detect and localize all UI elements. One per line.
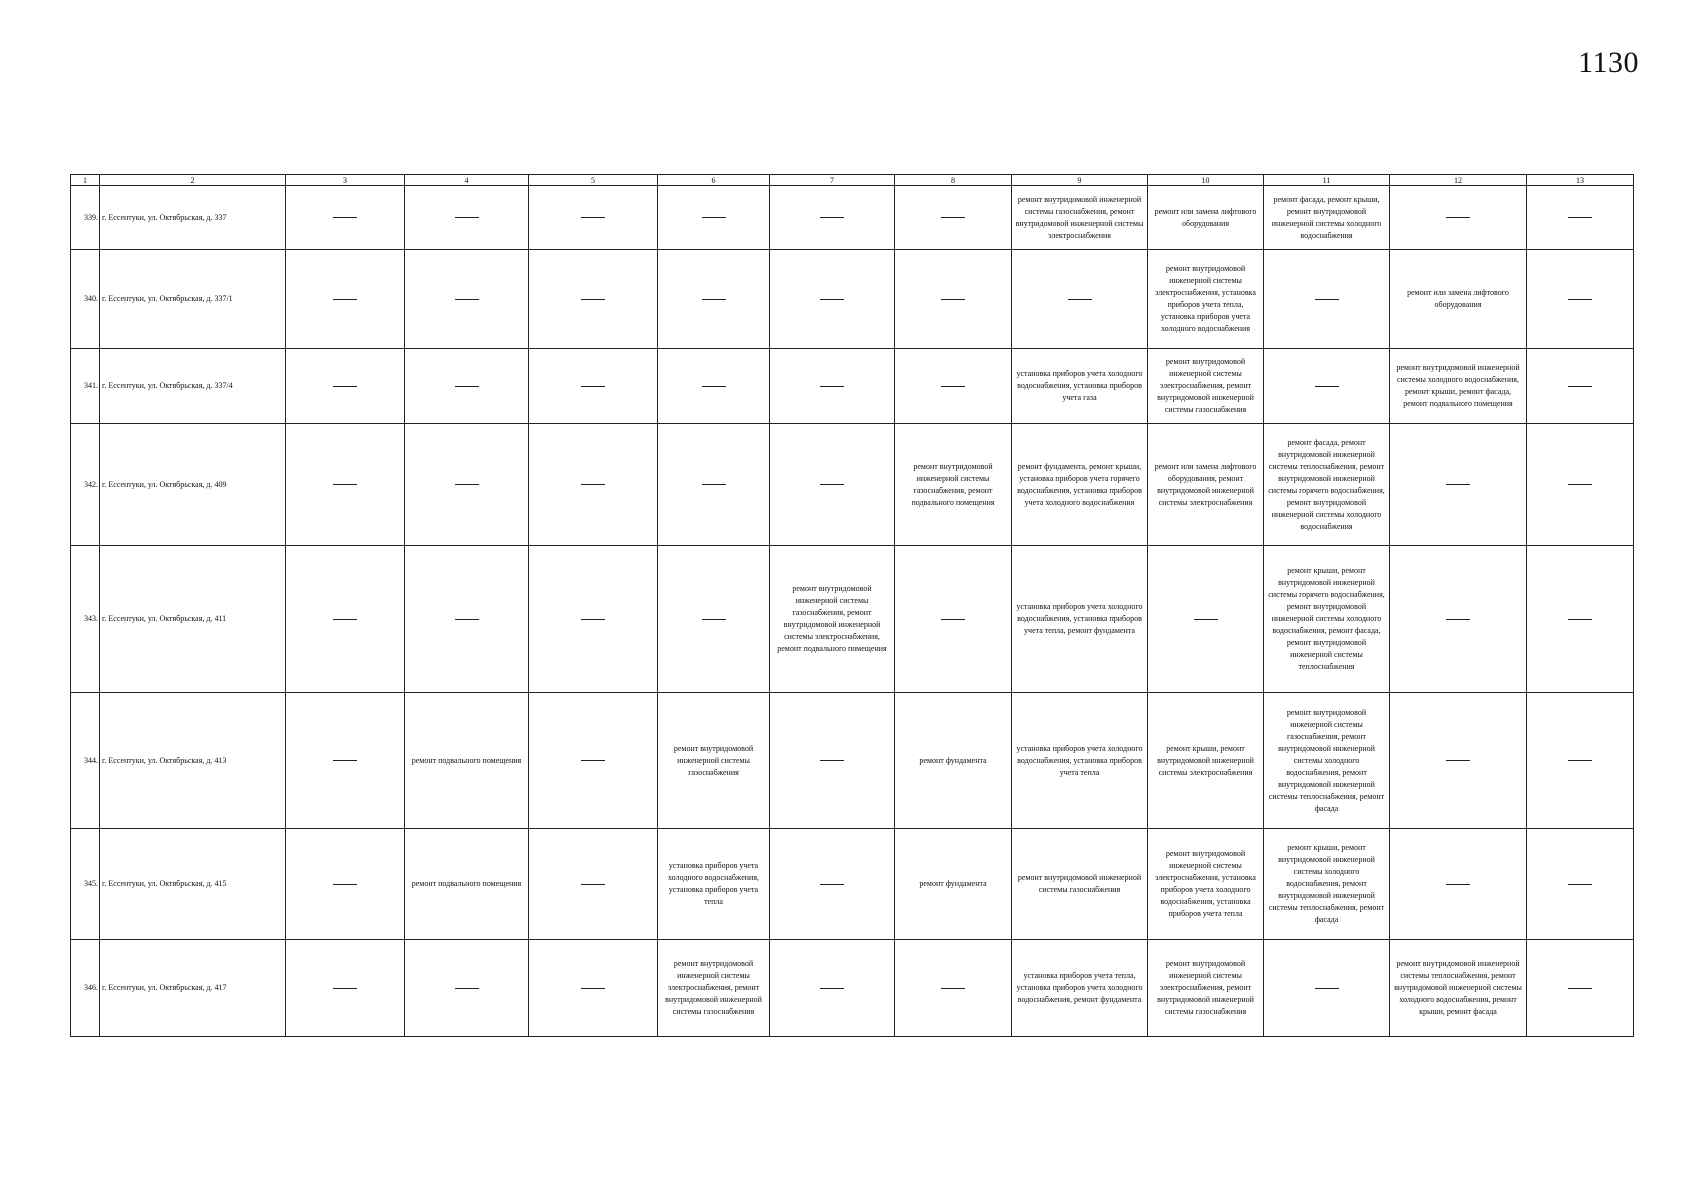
empty-cell [405, 250, 529, 349]
empty-cell [1264, 349, 1390, 424]
empty-cell [1527, 424, 1634, 546]
dash-mark [941, 217, 965, 218]
dash-mark [1568, 484, 1592, 485]
column-number-cell: 11 [1264, 175, 1390, 186]
dash-mark [820, 760, 844, 761]
row-number: 343. [71, 546, 100, 693]
work-type-cell: установка приборов учета тепла, установка приборов учета холодного водоснабжения, ремонт фундамента [1012, 940, 1148, 1037]
dash-mark [581, 619, 605, 620]
row-number: 346. [71, 940, 100, 1037]
empty-cell [1527, 940, 1634, 1037]
work-type-cell: ремонт подвального помещения [405, 829, 529, 940]
empty-cell [405, 349, 529, 424]
dash-mark [820, 988, 844, 989]
empty-cell [770, 424, 895, 546]
work-type-cell: установка приборов учета холодного водоснабжения, установка приборов учета тепла, ремонт фундамента [1012, 546, 1148, 693]
work-type-cell: установка приборов учета холодного водоснабжения, установка приборов учета тепла [658, 829, 770, 940]
table-body [71, 175, 1634, 1037]
empty-cell [405, 546, 529, 693]
work-type-cell: ремонт фасада, ремонт крыши, ремонт внутридомовой инженерной системы холодного водоснабжения [1264, 186, 1390, 250]
dash-mark [581, 760, 605, 761]
empty-cell [529, 250, 658, 349]
dash-mark [455, 217, 479, 218]
row-number: 345. [71, 829, 100, 940]
row-number: 340. [71, 250, 100, 349]
dash-mark [1446, 217, 1470, 218]
dash-mark [941, 988, 965, 989]
column-number-row [71, 175, 1634, 186]
column-number-cell: 5 [529, 175, 658, 186]
empty-cell [895, 186, 1012, 250]
row-number: 344. [71, 693, 100, 829]
column-number-cell: 8 [895, 175, 1012, 186]
column-number-cell: 4 [405, 175, 529, 186]
dash-mark [333, 884, 357, 885]
empty-cell [895, 546, 1012, 693]
dash-mark [1568, 619, 1592, 620]
row-number: 339. [71, 186, 100, 250]
table-row [71, 186, 1634, 250]
dash-mark [941, 386, 965, 387]
empty-cell [770, 186, 895, 250]
work-type-cell: ремонт или замена лифтового оборудования [1148, 186, 1264, 250]
dash-mark [820, 217, 844, 218]
empty-cell [1527, 693, 1634, 829]
empty-cell [770, 693, 895, 829]
dash-mark [455, 299, 479, 300]
table-row [71, 546, 1634, 693]
empty-cell [770, 349, 895, 424]
work-type-cell: ремонт внутридомовой инженерной системы газоснабжения, ремонт подвального помещения [895, 424, 1012, 546]
empty-cell [1527, 349, 1634, 424]
empty-cell [405, 186, 529, 250]
dash-mark [1568, 386, 1592, 387]
empty-cell [1390, 693, 1527, 829]
dash-mark [1068, 299, 1092, 300]
dash-mark [1568, 760, 1592, 761]
dash-mark [1568, 299, 1592, 300]
empty-cell [770, 250, 895, 349]
dash-mark [702, 299, 726, 300]
table-row [71, 424, 1634, 546]
repair-schedule-table [70, 174, 1634, 1037]
dash-mark [581, 386, 605, 387]
dash-mark [333, 619, 357, 620]
address-cell: г. Ессентуки, ул. Октябрьская, д. 413 [100, 693, 286, 829]
dash-mark [1446, 484, 1470, 485]
empty-cell [658, 186, 770, 250]
dash-mark [1568, 988, 1592, 989]
dash-mark [333, 386, 357, 387]
empty-cell [895, 250, 1012, 349]
address-cell: г. Ессентуки, ул. Октябрьская, д. 409 [100, 424, 286, 546]
dash-mark [333, 217, 357, 218]
dash-mark [820, 884, 844, 885]
column-number-cell: 6 [658, 175, 770, 186]
work-type-cell: ремонт подвального помещения [405, 693, 529, 829]
empty-cell [658, 424, 770, 546]
dash-mark [455, 386, 479, 387]
dash-mark [1315, 299, 1339, 300]
work-type-cell: ремонт внутридомовой инженерной системы электроснабжения, ремонт внутридомовой инженерной системы газоснабжения [1148, 940, 1264, 1037]
empty-cell [1264, 250, 1390, 349]
work-type-cell: ремонт фундамента [895, 693, 1012, 829]
column-number-cell: 12 [1390, 175, 1527, 186]
work-type-cell: ремонт внутридомовой инженерной системы электроснабжения, установка приборов учета тепла, установка приборов учета холодного водоснабжения [1148, 250, 1264, 349]
address-cell: г. Ессентуки, ул. Октябрьская, д. 411 [100, 546, 286, 693]
empty-cell [1264, 940, 1390, 1037]
work-type-cell: ремонт внутридомовой инженерной системы электроснабжения, установка приборов учета холодного водоснабжения, установка приборов учета тепла [1148, 829, 1264, 940]
dash-mark [455, 484, 479, 485]
empty-cell [658, 250, 770, 349]
dash-mark [1568, 884, 1592, 885]
dash-mark [702, 217, 726, 218]
address-cell: г. Ессентуки, ул. Октябрьская, д. 337/1 [100, 250, 286, 349]
empty-cell [405, 424, 529, 546]
address-cell: г. Ессентуки, ул. Октябрьская, д. 337/4 [100, 349, 286, 424]
dash-mark [1194, 619, 1218, 620]
work-type-cell: ремонт внутридомовой инженерной системы электроснабжения, ремонт внутридомовой инженерной системы газоснабжения [1148, 349, 1264, 424]
empty-cell [895, 940, 1012, 1037]
table-row [71, 349, 1634, 424]
empty-cell [529, 940, 658, 1037]
dash-mark [941, 299, 965, 300]
work-type-cell: ремонт крыши, ремонт внутридомовой инженерной системы электроснабжения [1148, 693, 1264, 829]
empty-cell [529, 349, 658, 424]
empty-cell [658, 546, 770, 693]
dash-mark [333, 988, 357, 989]
row-number: 341. [71, 349, 100, 424]
dash-mark [820, 484, 844, 485]
work-type-cell: ремонт фундамента [895, 829, 1012, 940]
dash-mark [581, 217, 605, 218]
empty-cell [286, 829, 405, 940]
empty-cell [529, 424, 658, 546]
column-number-cell: 7 [770, 175, 895, 186]
dash-mark [820, 299, 844, 300]
empty-cell [658, 349, 770, 424]
address-cell: г. Ессентуки, ул. Октябрьская, д. 337 [100, 186, 286, 250]
empty-cell [286, 250, 405, 349]
dash-mark [581, 884, 605, 885]
dash-mark [702, 619, 726, 620]
empty-cell [529, 693, 658, 829]
work-type-cell: ремонт крыши, ремонт внутридомовой инженерной системы холодного водоснабжения, ремонт внутридомовой инженерной системы теплоснабжения, ремонт фасада [1264, 829, 1390, 940]
empty-cell [1527, 829, 1634, 940]
work-type-cell: ремонт внутридомовой инженерной системы электроснабжения, ремонт внутридомовой инженерной системы газоснабжения [658, 940, 770, 1037]
table-row [71, 250, 1634, 349]
dash-mark [1315, 988, 1339, 989]
work-type-cell: ремонт внутридомовой инженерной системы газоснабжения [658, 693, 770, 829]
table-row [71, 693, 1634, 829]
dash-mark [333, 760, 357, 761]
empty-cell [529, 186, 658, 250]
work-type-cell: ремонт внутридомовой инженерной системы теплоснабжения, ремонт внутридомовой инженерной системы холодного водоснабжения, ремонт крыши, ремонт фасада [1390, 940, 1527, 1037]
empty-cell [770, 829, 895, 940]
empty-cell [895, 349, 1012, 424]
dash-mark [1446, 884, 1470, 885]
column-number-cell: 13 [1527, 175, 1634, 186]
dash-mark [1315, 386, 1339, 387]
work-type-cell: ремонт внутридомовой инженерной системы холодного водоснабжения, ремонт крыши, ремонт фасада, ремонт подвального помещения [1390, 349, 1527, 424]
empty-cell [1012, 250, 1148, 349]
dash-mark [455, 988, 479, 989]
work-type-cell: ремонт крыши, ремонт внутридомовой инженерной системы горячего водоснабжения, ремонт внутридомовой инженерной системы холодного водоснабжения, ремонт фасада, ремонт внутридомовой инженерной системы теплоснабжения [1264, 546, 1390, 693]
empty-cell [286, 424, 405, 546]
dash-mark [581, 299, 605, 300]
empty-cell [286, 940, 405, 1037]
column-number-cell: 1 [71, 175, 100, 186]
empty-cell [770, 940, 895, 1037]
empty-cell [1390, 424, 1527, 546]
work-type-cell: ремонт внутридомовой инженерной системы газоснабжения, ремонт внутридомовой инженерной системы электроснабжения [1012, 186, 1148, 250]
empty-cell [1390, 546, 1527, 693]
dash-mark [820, 386, 844, 387]
work-type-cell: установка приборов учета холодного водоснабжения, установка приборов учета тепла [1012, 693, 1148, 829]
empty-cell [286, 693, 405, 829]
column-number-cell: 9 [1012, 175, 1148, 186]
empty-cell [1527, 250, 1634, 349]
work-type-cell: ремонт фасада, ремонт внутридомовой инженерной системы теплоснабжения, ремонт внутридомовой инженерной системы горячего водоснабжения, ремонт внутридомовой инженерной системы холодного водоснабжения [1264, 424, 1390, 546]
dash-mark [581, 484, 605, 485]
dash-mark [702, 386, 726, 387]
empty-cell [1148, 546, 1264, 693]
dash-mark [1446, 760, 1470, 761]
work-type-cell: ремонт внутридомовой инженерной системы газоснабжения [1012, 829, 1148, 940]
empty-cell [286, 546, 405, 693]
empty-cell [529, 546, 658, 693]
empty-cell [286, 186, 405, 250]
dash-mark [1568, 217, 1592, 218]
dash-mark [702, 484, 726, 485]
empty-cell [529, 829, 658, 940]
row-number: 342. [71, 424, 100, 546]
empty-cell [286, 349, 405, 424]
work-type-cell: ремонт фундамента, ремонт крыши, установка приборов учета горячего водоснабжения, установка приборов учета холодного водоснабжения [1012, 424, 1148, 546]
work-type-cell: ремонт или замена лифтового оборудования, ремонт внутридомовой инженерной системы электроснабжения [1148, 424, 1264, 546]
address-cell: г. Ессентуки, ул. Октябрьская, д. 417 [100, 940, 286, 1037]
column-number-cell: 2 [100, 175, 286, 186]
page-number: 1130 [1578, 46, 1639, 79]
empty-cell [1527, 186, 1634, 250]
column-number-cell: 10 [1148, 175, 1264, 186]
empty-cell [1390, 829, 1527, 940]
empty-cell [1527, 546, 1634, 693]
work-type-cell: установка приборов учета холодного водоснабжения, установка приборов учета газа [1012, 349, 1148, 424]
dash-mark [941, 619, 965, 620]
address-cell: г. Ессентуки, ул. Октябрьская, д. 415 [100, 829, 286, 940]
work-type-cell: ремонт или замена лифтового оборудования [1390, 250, 1527, 349]
dash-mark [333, 484, 357, 485]
dash-mark [455, 619, 479, 620]
dash-mark [333, 299, 357, 300]
dash-mark [581, 988, 605, 989]
empty-cell [405, 940, 529, 1037]
work-type-cell: ремонт внутридомовой инженерной системы газоснабжения, ремонт внутридомовой инженерной системы электроснабжения, ремонт подвального помещения [770, 546, 895, 693]
dash-mark [1446, 619, 1470, 620]
empty-cell [1390, 186, 1527, 250]
work-type-cell: ремонт внутридомовой инженерной системы газоснабжения, ремонт внутридомовой инженерной системы холодного водоснабжения, ремонт внутридомовой инженерной системы теплоснабжения, ремонт фасада [1264, 693, 1390, 829]
table-row [71, 829, 1634, 940]
column-number-cell: 3 [286, 175, 405, 186]
table-row [71, 940, 1634, 1037]
